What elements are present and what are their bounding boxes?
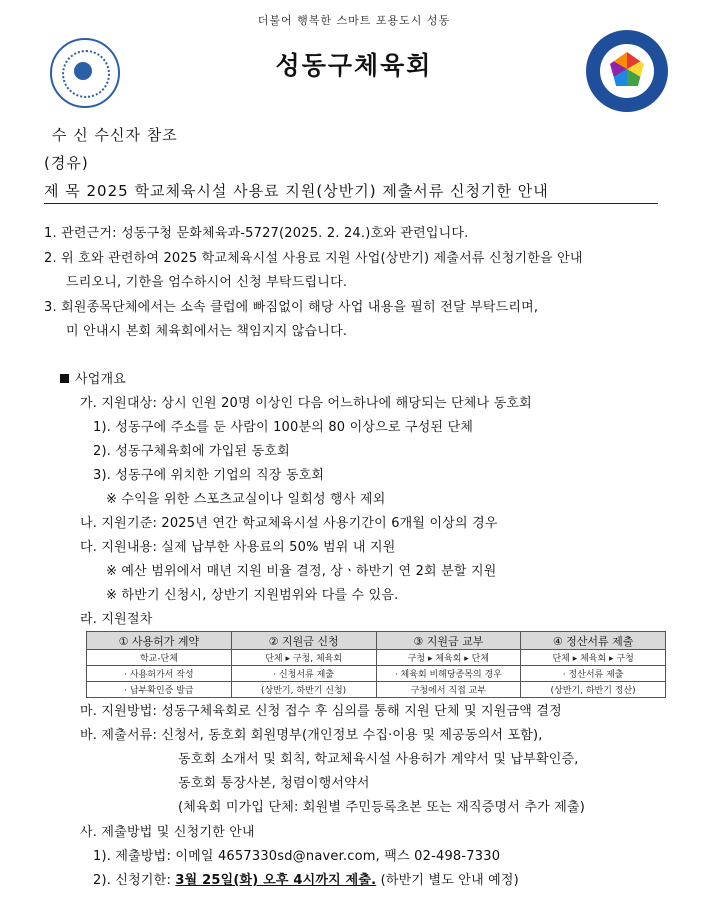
item-ba: 바. 제출서류: 신청서, 동호회 회원명부(개인정보 수집·이용 및 제공동의서 포함), (80, 728, 543, 743)
note-ga: ※ 수익을 위한 스포츠교실이나 일회성 행사 제외 (106, 492, 386, 507)
paragraph-3-cont: 미 안내시 본회 체육회에서는 책임지지 않습니다. (66, 324, 348, 339)
deadline-text: 3월 25일(화) 오후 4시까지 제출. (175, 873, 377, 888)
note-da-2: ※ 하반기 신청시, 상반기 지원범위와 다를 수 있음. (106, 588, 399, 603)
square-bullet-icon (60, 374, 69, 383)
step-detail: · 정산서류 제출 (521, 666, 666, 682)
paragraph-2-cont: 드리오니, 기한을 엄수하시어 신청 부탁드립니다. (66, 275, 348, 290)
item-ga-1: 1). 성동구에 주소를 둔 사람이 100분의 80 이상으로 구성된 단체 (93, 420, 474, 435)
paragraph-3: 3. 회원종목단체에서는 소속 클럽에 빠짐없이 해당 사업 내용을 필히 전달 부탁드리며, (44, 300, 539, 315)
step-flow: 단체 ▸ 체육회 ▸ 구청 (521, 650, 666, 666)
step-title: ③ 지원금 교부 (376, 632, 521, 650)
step-detail: (상반기, 하반기 신청) (231, 682, 376, 698)
item-sa-2: 2). 신청기한: 3월 25일(화) 오후 4시까지 제출. (하반기 별도 안내 예정) (93, 873, 519, 888)
paragraph-2: 2. 위 호와 관련하여 2025 학교체육시설 사용료 지원 사업(상반기) 제출서류 신청기한을 안내 (44, 251, 583, 266)
item-ga: 가. 지원대상: 상시 인원 20명 이상인 다음 어느하나에 해당되는 단체나 동호회 (80, 396, 532, 411)
organization-name: 성동구체육회 (275, 51, 433, 80)
step-detail: · 납부확인증 발급 (87, 682, 232, 698)
step-title: ① 사용허가 계약 (87, 632, 232, 650)
step-flow: 단체 ▸ 구청, 체육회 (231, 650, 376, 666)
step-detail: · 체육회 비해당종목의 경우 (376, 666, 521, 682)
support-procedure-table (86, 631, 666, 698)
step-detail: · 사용허가서 작성 (87, 666, 232, 682)
item-sa: 사. 제출방법 및 신청기한 안내 (80, 825, 255, 840)
item-ba-cont-2: 동호회 통장사본, 청렴이행서약서 (178, 776, 370, 791)
slogan: 더불어 행복한 스마트 포용도시 성동 (257, 14, 451, 27)
subject-divider (44, 203, 658, 204)
via-line: (경유) (44, 154, 89, 172)
item-ga-3: 3). 성동구에 위치한 기업의 직장 동호회 (93, 468, 325, 483)
seongdong-sports-council-logo (586, 30, 668, 112)
step-title: ② 지원금 신청 (231, 632, 376, 650)
subject-line: 제 목 2025 학교체육시설 사용료 지원(상반기) 제출서류 신청기한 안내 (44, 182, 549, 200)
item-ba-cont-1: 동호회 소개서 및 회칙, 학교체육시설 사용허가 계약서 및 납부확인증, (178, 752, 579, 767)
item-ra: 라. 지원절차 (80, 612, 153, 627)
item-ba-cont-3: (체육회 미가입 단체: 회원별 주민등록초본 또는 재직증명서 추가 제출) (178, 800, 586, 815)
note-da-1: ※ 예산 범위에서 매년 지원 비율 결정, 상ㆍ하반기 연 2회 분할 지원 (106, 564, 497, 579)
paragraph-1: 1. 관련근거: 성동구청 문화체육과-5727(2025. 2. 24.)호와 관련입니다. (44, 226, 469, 241)
recipient-line: 수 신 수신자 참조 (52, 126, 178, 144)
item-na: 나. 지원기준: 2025년 연간 학교체육시설 사용기간이 6개월 이상의 경우 (80, 516, 498, 531)
step-flow: 구청 ▸ 체육회 ▸ 단체 (376, 650, 521, 666)
step-detail: (상반기, 하반기 정산) (521, 682, 666, 698)
item-ma: 마. 지원방법: 성동구체육회로 신청 접수 후 심의를 통해 지원 단체 및 지원금액 결정 (80, 704, 562, 719)
item-sa-1: 1). 제출방법: 이메일 4657330sd@naver.com, 팩스 02-498-7330 (93, 849, 501, 864)
step-detail: 구청에서 직접 교부 (376, 682, 521, 698)
step-title: ④ 정산서류 제출 (521, 632, 666, 650)
item-da: 다. 지원내용: 실제 납부한 사용료의 50% 범위 내 지원 (80, 540, 396, 555)
step-detail: · 신청서류 제출 (231, 666, 376, 682)
step-flow: 학교-단체 (87, 650, 232, 666)
item-ga-2: 2). 성동구체육회에 가입된 동호회 (93, 444, 290, 459)
overview-heading: 사업개요 (60, 368, 126, 387)
